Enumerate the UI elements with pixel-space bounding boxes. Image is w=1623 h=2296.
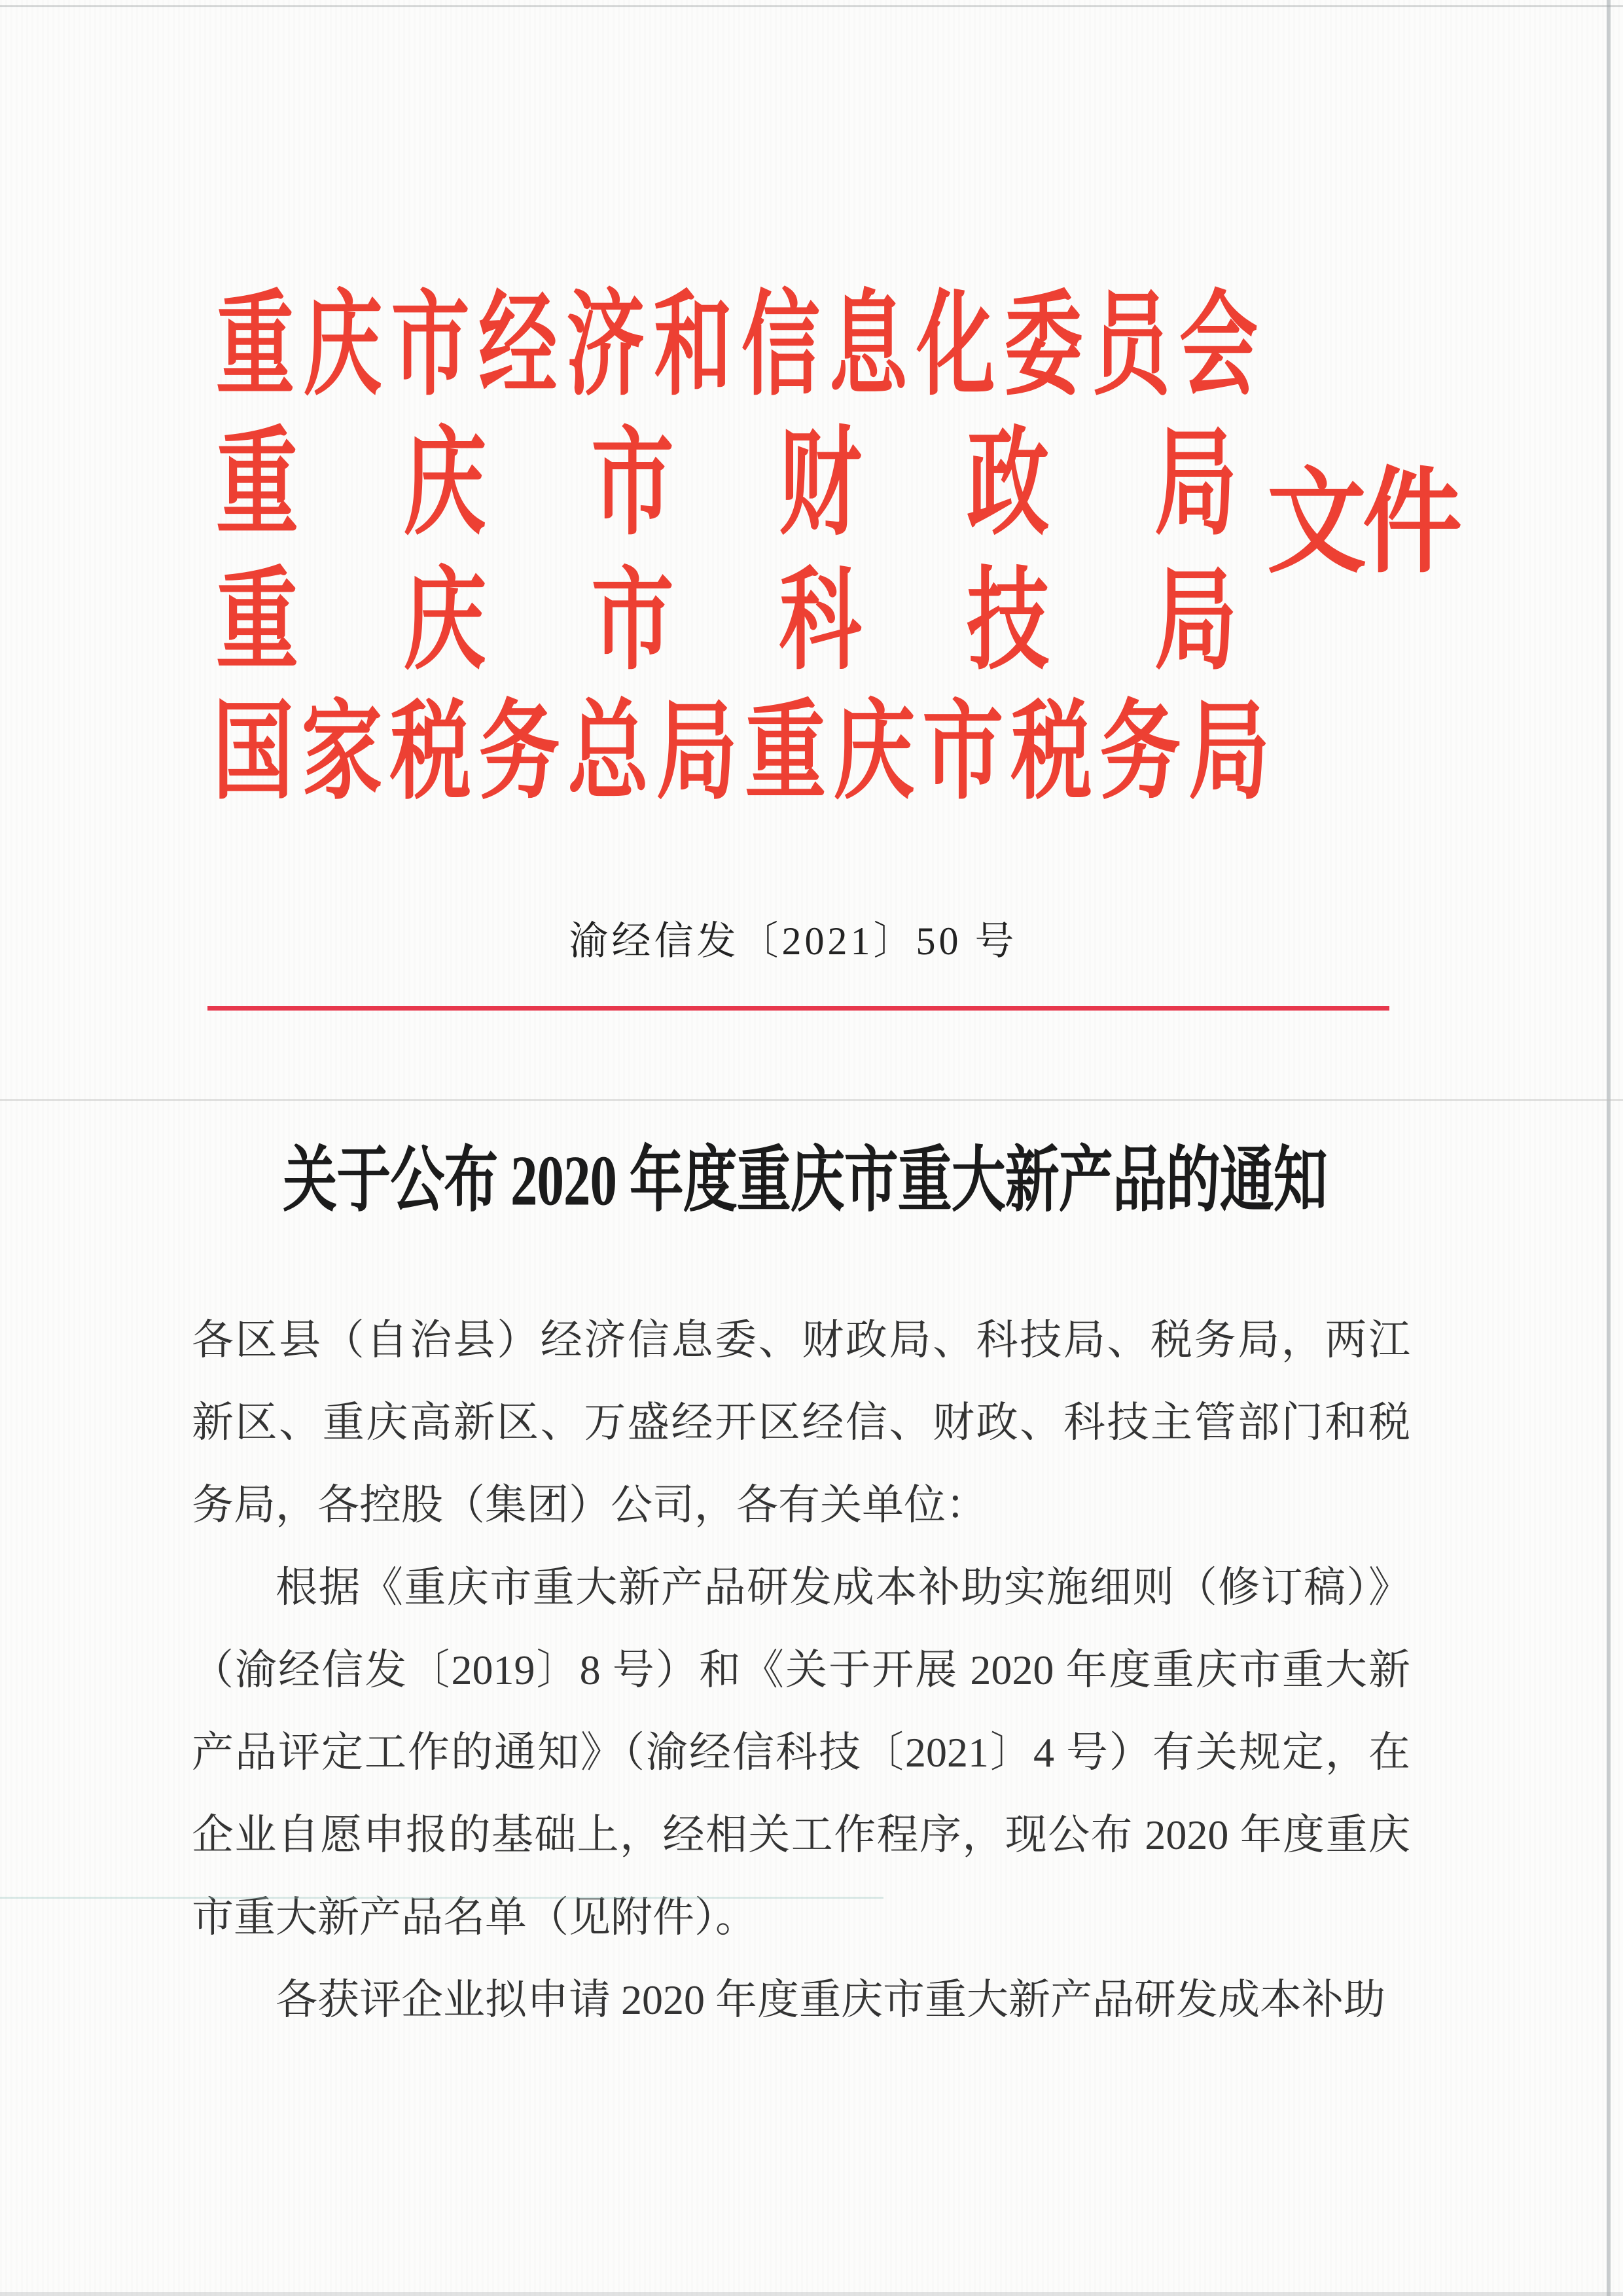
doc-number: 渝经信发〔2021〕50 号 xyxy=(569,920,1018,963)
scan-edge-bottom-line xyxy=(0,2292,1623,2296)
body-line: 新区、重庆高新区、万盛经开区经信、财政、科技主管部门和税 xyxy=(192,1399,1410,1446)
doc-type-label: 文件 xyxy=(1267,459,1458,586)
scan-fold-line-upper xyxy=(0,1099,1623,1101)
body-line: 产品评定工作的通知》（渝经信科技〔2021〕4 号）有关规定，在 xyxy=(192,1729,1410,1776)
agency-line-1: 重庆市经济和信息化委员会 xyxy=(216,282,1258,409)
body-line: 企业自愿申报的基础上，经相关工作程序，现公布 2020 年度重庆 xyxy=(192,1812,1410,1858)
agency-line-4: 国家税务总局重庆市税务局 xyxy=(213,692,1270,812)
scan-edge-right-line xyxy=(1607,0,1611,2296)
agency-line-2: 重庆市财政局 xyxy=(216,420,1237,550)
agency-line-3: 重庆市科技局 xyxy=(216,560,1237,684)
body-line: 市重大新产品名单（见附件）。 xyxy=(192,1894,757,1941)
body-line: 各区县（自治县）经济信息委、财政局、科技局、税务局，两江 xyxy=(192,1317,1410,1363)
scan-fold-line-lower xyxy=(0,1897,883,1899)
document-body xyxy=(192,1299,1410,2041)
body-line: 各获评企业拟申请 2020 年度重庆市重大新产品研发成本补助 xyxy=(276,1977,1385,2023)
body-line: （渝经信发〔2019〕8 号）和《关于开展 2020 年度重庆市重大新 xyxy=(192,1647,1410,1693)
red-divider-line xyxy=(207,1006,1389,1011)
body-line: 根据《重庆市重大新产品研发成本补助实施细则（修订稿）》 xyxy=(276,1564,1410,1611)
scan-edge-top-line xyxy=(0,5,1623,7)
document-title: 关于公布 2020 年度重庆市重大新产品的通知 xyxy=(283,1140,1327,1221)
body-line: 务局，各控股（集团）公司，各有关单位： xyxy=(192,1482,988,1528)
